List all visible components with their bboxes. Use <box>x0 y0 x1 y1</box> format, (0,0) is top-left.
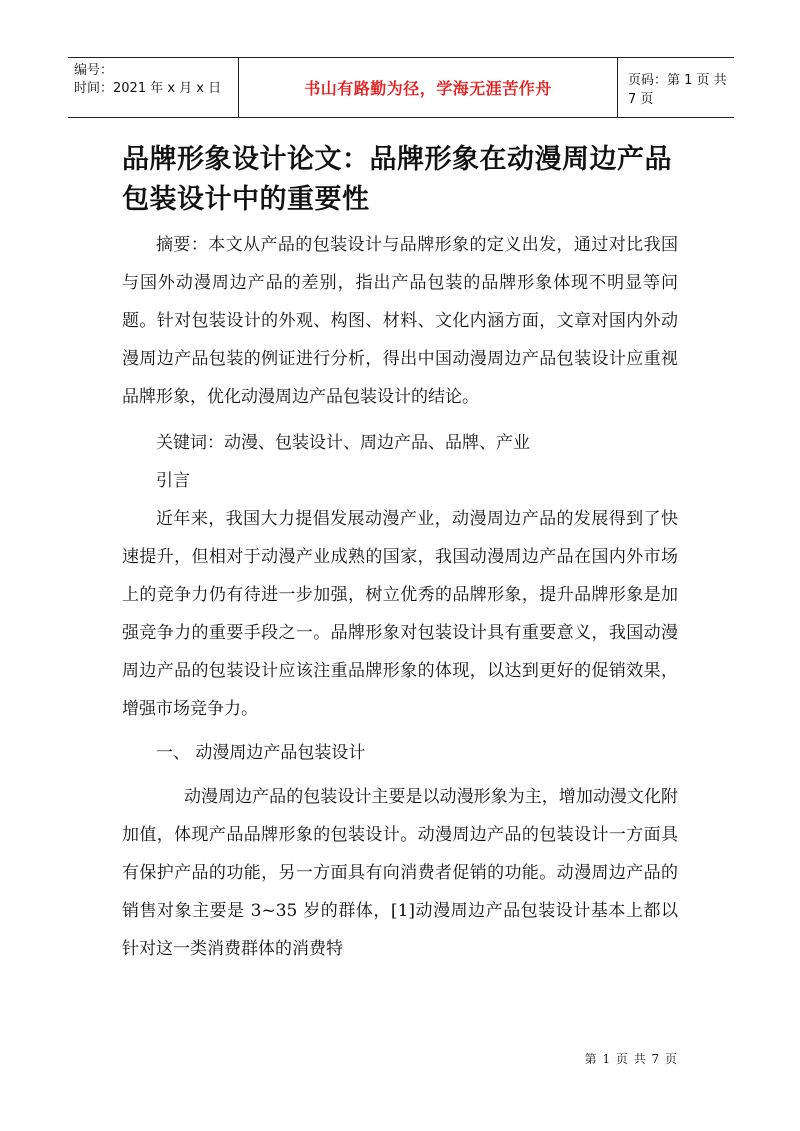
document-body <box>122 226 678 968</box>
intro-heading: 引言 <box>156 471 190 491</box>
document-time-label: 时间：2021 年 x 月 x 日 <box>74 81 222 96</box>
document-number-label: 编号： <box>74 63 114 78</box>
document-title: 品牌形象设计论文：品牌形象在动漫周边产品包装设计中的重要性 <box>122 144 672 215</box>
keywords-line: 关键词：动漫、包装设计、周边产品、品牌、产业 <box>156 433 530 453</box>
page-footer: 第 1 页 共 7 页 <box>584 1052 678 1066</box>
page-header <box>68 57 734 118</box>
header-motto: 书山有路勤为径，学海无涯苦作舟 <box>238 58 618 117</box>
abstract-paragraph: 摘要：本文从产品的包装设计与品牌形象的定义出发，通过对比我国与国外动漫周边产品的差别，指出产品包装的品牌形象体现不明显等问题。针对包装设计的外观、构图、材料、文化内涵方面，文章对国内外动漫周边产品包装的例证进行分析，得出中国动漫周边产品包装设计应重视品牌形象，优化动漫周边产品包装设计的结论。 <box>122 235 678 407</box>
intro-paragraph: 近年来，我国大力提倡发展动漫产业，动漫周边产品的发展得到了快速提升，但相对于动漫产业成熟的国家，我国动漫周边产品在国内外市场上的竞争力仍有待进一步加强，树立优秀的品牌形象，提升品牌形象是加强竞争力的重要手段之一。品牌形象对包装设计具有重要意义，我国动漫周边产品的包装设计应该注重品牌形象的体现，以达到更好的促销效果，增强市场竞争力。 <box>122 509 678 719</box>
section-paragraph: 动漫周边产品的包装设计主要是以动漫形象为主，增加动漫文化附加值，体现产品品牌形象的包装设计。动漫周边产品的包装设计一方面具有保护产品的功能，另一方面具有向消费者促销的功能。动漫周边产品的销售对象主要是 3~35 岁的群体，[1]动漫周边产品包装设计基本上都以针对这一类消费群体的消费特 <box>122 787 678 959</box>
header-meta <box>74 62 244 98</box>
section-heading: 一、 动漫周边产品包装设计 <box>156 743 366 763</box>
header-page-number: 页码：第 1 页 共 7 页 <box>628 72 727 107</box>
